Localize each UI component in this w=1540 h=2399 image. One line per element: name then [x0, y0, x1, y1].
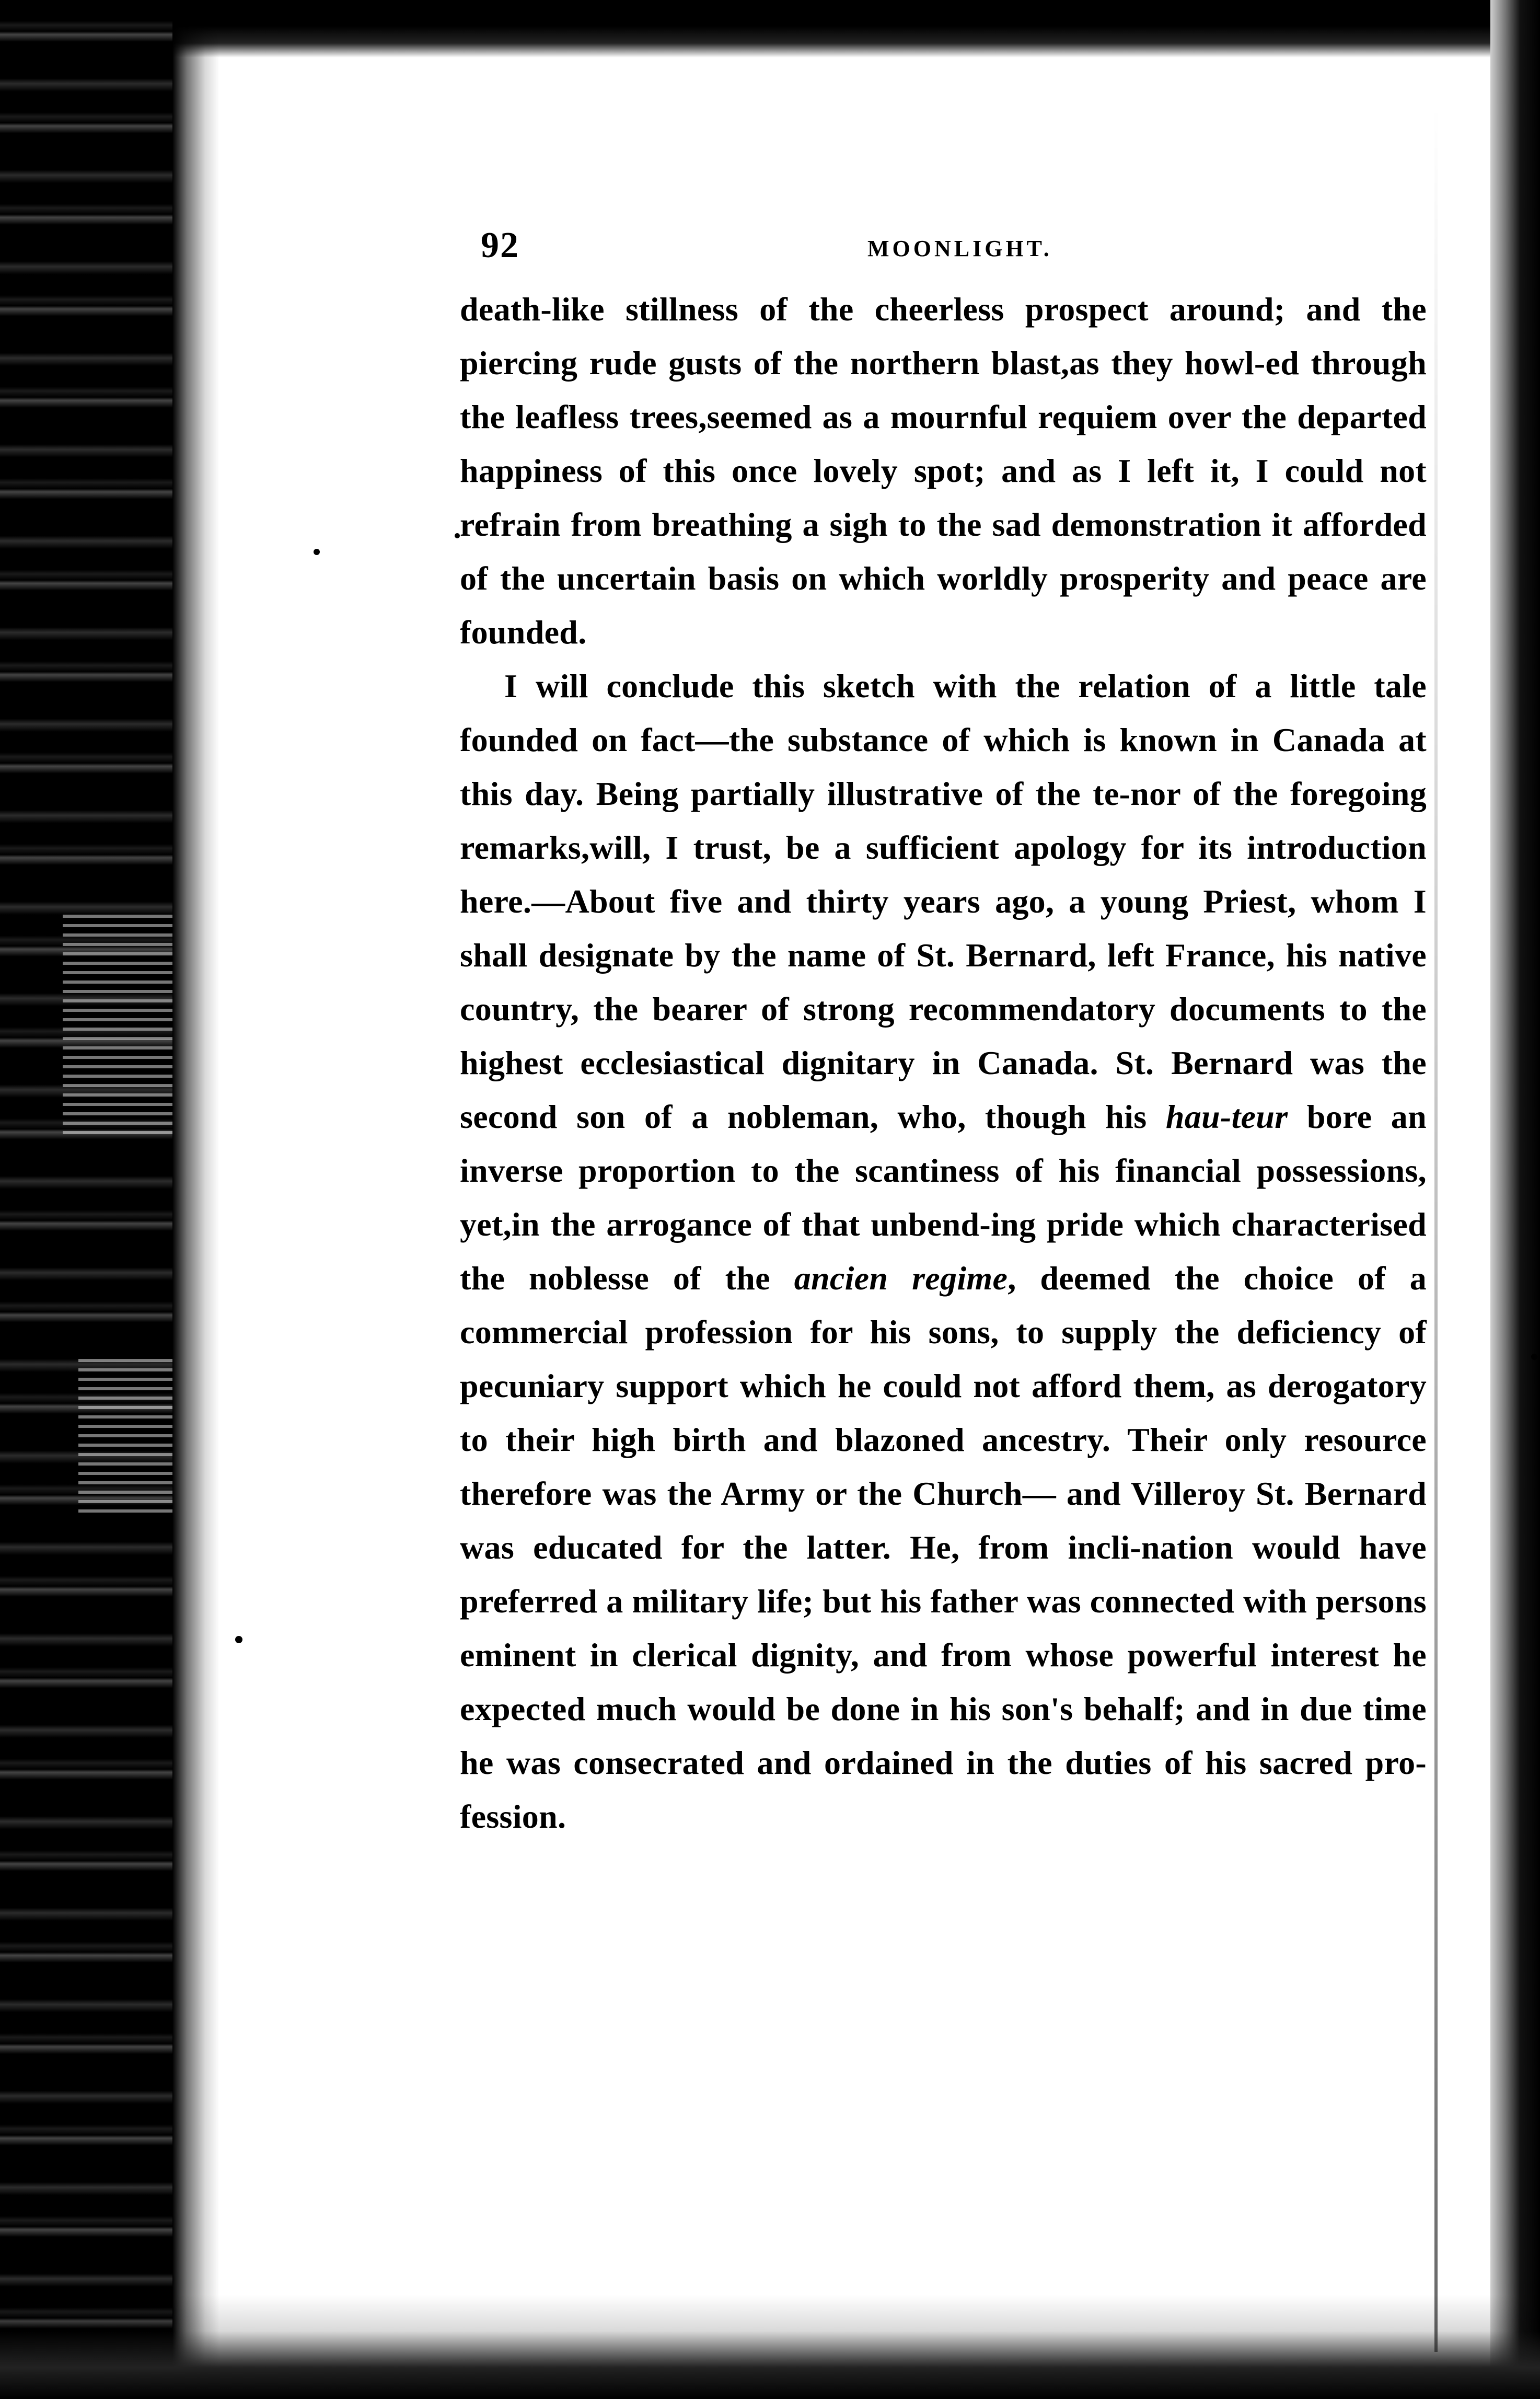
book-page	[460, 214, 1427, 1843]
scan-left-streak	[63, 915, 183, 1134]
text-segment: , deemed the choice of a commercial profession for his sons, to supply the deficiency of pecuniary support which he could not afford them, as derogatory to their high birth and blazoned ancestry. Their only resource therefore was the Army or the Church— and Villeroy St. Bernard was educated for the latter. He, from incli-nation would have preferred a military life; but his father was connected with persons eminent in clerical dignity, and from whose powerful interest he expected much would be done in his son's behalf; and in due time he was consecrated and ordained in the duties of his sacred pro-fession.	[460, 1260, 1427, 1835]
text-segment: I will conclude this sketch with the relation of a little tale founded on fact—the substance of which is known in Canada at this day. Being partially illustrative of the te-nor of the foregoing remarks,will, I trust, be a sufficient apology for its introduction here.—About five and thirty years ago, a young Priest, whom I shall designate by the name of St. Bernard, left France, his native country, the bearer of strong recommendatory documents to the highest ecclesiastical dignitary in Canada. St. Bernard was the second son of a nobleman, who, though his	[460, 667, 1427, 1135]
italic-term-hauteur: hau-teur	[1165, 1098, 1288, 1135]
ink-speck	[1531, 1354, 1537, 1360]
scan-left-binding-edge	[0, 0, 172, 2399]
italic-term-ancien-regime: ancien regime	[794, 1260, 1008, 1297]
ink-speck	[455, 533, 460, 538]
page-number: 92	[481, 225, 519, 266]
ink-speck	[235, 1636, 242, 1643]
text-segment: death-like stillness of the cheerless prospect around; and the piercing rude gusts of the northern blast,as they howl-ed through the leafless trees,seemed as a mournful requiem over the departed happiness of this once lovely spot; and as I left it, I could not refrain from breathing a sigh to the sad demonstration it afforded of the uncertain basis on which worldly prosperity and peace are founded.	[460, 291, 1427, 651]
scan-top-border	[0, 0, 1540, 57]
scan-right-crease	[1434, 105, 1438, 2352]
scan-right-edge	[1490, 0, 1540, 2399]
body-text	[460, 282, 1427, 1843]
paragraph-continuation	[460, 282, 1427, 659]
running-head	[460, 214, 1427, 277]
paragraph-tale	[460, 659, 1427, 1843]
scan-bottom-border	[0, 2294, 1540, 2399]
scan-left-shadow	[172, 0, 219, 2399]
text-segment: bore an inverse proportion to the scantiness of his financial possessions, yet,in the arrogance of that unbend-ing pride which characterised the noblesse of the	[460, 1098, 1427, 1297]
running-title: MOONLIGHT.	[867, 236, 1052, 261]
ink-speck	[314, 549, 320, 555]
